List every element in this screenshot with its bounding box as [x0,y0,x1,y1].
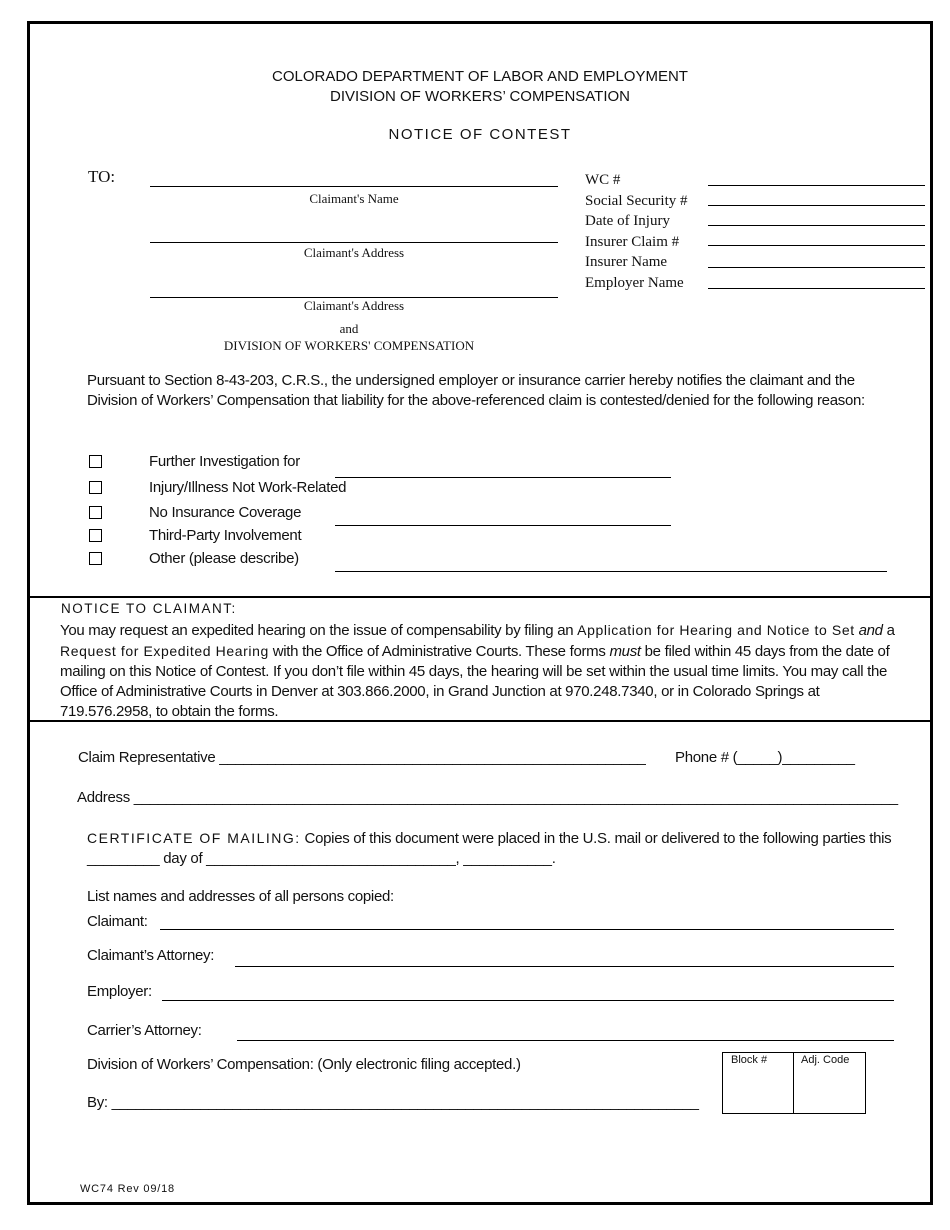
copy-division-label: Division of Workers’ Compensation: (Only electronic filing accepted.) [87,1056,521,1073]
reason-label-investigation: Further Investigation for [149,453,300,470]
insurer-claim-line[interactable] [708,245,925,246]
block-number-label: Block # [731,1054,768,1066]
copy-carrier-attorney-label: Carrier’s Attorney: [87,1022,202,1039]
insurer-name-line[interactable] [708,267,925,268]
claimant-address-label-1: Claimant's Address [303,245,405,260]
no-insurance-line[interactable] [335,525,671,526]
copy-claimant-line[interactable] [160,929,894,930]
other-description-line[interactable] [335,571,887,572]
certificate-heading: CERTIFICATE OF MAILING: [87,830,301,846]
claim-representative-field[interactable]: Claim Representative _____________________________________________________ [78,749,646,766]
to-label: TO: [88,167,116,186]
date-of-injury-line[interactable] [708,225,925,226]
reason-label-no-insurance: No Insurance Coverage [149,504,302,521]
phone-field[interactable]: Phone # (_____)_________ [675,749,855,766]
notice-heading: NOTICE TO CLAIMANT: [61,601,237,616]
header [30,67,930,107]
claimant-name-line[interactable] [150,186,558,187]
copy-employer-line[interactable] [162,1000,894,1001]
wc-number-label: WC # [585,172,621,188]
employer-name-label: Employer Name [585,274,684,291]
certificate-text: Copies of this document were placed in the U.S. mail or delivered to the following parties this _________ day of _______________________________, ___________. [87,830,892,867]
reason-label-other: Other (please describe) [149,550,299,567]
reason-checkbox-not-work-related[interactable] [89,481,102,494]
header-division: DIVISION OF WORKERS’ COMPENSATION [329,88,631,105]
by-signature-field[interactable]: By: _________________________________________________________________________ [87,1094,699,1111]
date-of-injury-label: Date of Injury [585,213,670,229]
certificate-of-mailing [87,828,897,869]
copy-employer-label: Employer: [87,983,152,1000]
intro-paragraph: Pursuant to Section 8-43-203, C.R.S., the undersigned employer or insurance carrier hereby notifies the claimant and the Division of Workers’ Compensation that liability for the above-referenced claim is contested/denied for the following reason: [87,372,865,409]
header-department: COLORADO DEPARTMENT OF LABOR AND EMPLOYMENT [272,68,688,85]
form-revision: WC74 Rev 09/18 [80,1183,175,1195]
copies-list-label: List names and addresses of all persons copied: [87,888,394,905]
copy-claimant-attorney-line[interactable] [235,966,894,967]
notice-text-1: You may request an expedited hearing on the issue of compensability by filing an [60,622,578,639]
copy-carrier-attorney-line[interactable] [237,1040,894,1041]
insurer-name-label: Insurer Name [585,254,668,270]
insurer-claim-label: Insurer Claim # [585,233,680,250]
notice-text-3: be filed within 45 days from the date of mailing on this Notice of Contest. If you don’t file within 45 days, the hearing will be set within the usual time limits. You may call the Office of Administrative Courts in Denver at 303.866.2000, in Grand Junction at 970.248.7340, or in Colorado Springs at 719.576.2958, to obtain the forms. [60,643,890,720]
address-field[interactable]: Address _______________________________________________________________________________________________ [77,789,898,806]
section-divider-top [29,596,932,598]
notice-form-name-1: Application for Hearing and Notice to Set [577,622,855,638]
employer-name-line[interactable] [708,288,925,289]
notice-and: and [854,622,883,639]
reason-checkbox-investigation[interactable] [89,455,102,468]
reason-label-third-party: Third-Party Involvement [149,527,302,544]
copy-claimant-label: Claimant: [87,913,148,930]
adj-code-label: Adj. Code [801,1054,850,1066]
ssn-line[interactable] [708,205,925,206]
notice-text-2: with the Office of Administrative Courts. These forms [268,643,610,660]
investigation-line[interactable] [335,477,671,478]
notice-must: must [609,643,641,660]
reason-checkbox-other[interactable] [89,552,102,565]
claim-info-labels [585,170,687,293]
notice-paragraph [60,620,898,722]
division-recipient: DIVISION OF WORKERS' COMPENSATION [223,338,475,353]
ssn-label: Social Security # [585,192,688,209]
reason-checkbox-no-insurance[interactable] [89,506,102,519]
reason-label-not-work-related: Injury/Illness Not Work-Related [149,479,347,496]
copy-claimant-attorney-label: Claimant’s Attorney: [87,947,215,964]
claimant-address-label-2: Claimant's Address [303,298,405,313]
claimant-name-label: Claimant's Name [309,191,399,206]
page-title: NOTICE OF CONTEST [388,126,572,143]
wc-number-line[interactable] [708,185,925,186]
notice-text-a: a [882,622,895,639]
reason-checkbox-third-party[interactable] [89,529,102,542]
office-box-divider [793,1053,794,1113]
claimant-address-line-1[interactable] [150,242,558,243]
notice-form-name-2: Request for Expedited Hearing [60,643,269,659]
section-divider-bottom [29,720,932,722]
and-label: and [339,321,359,336]
office-use-box [722,1052,866,1114]
